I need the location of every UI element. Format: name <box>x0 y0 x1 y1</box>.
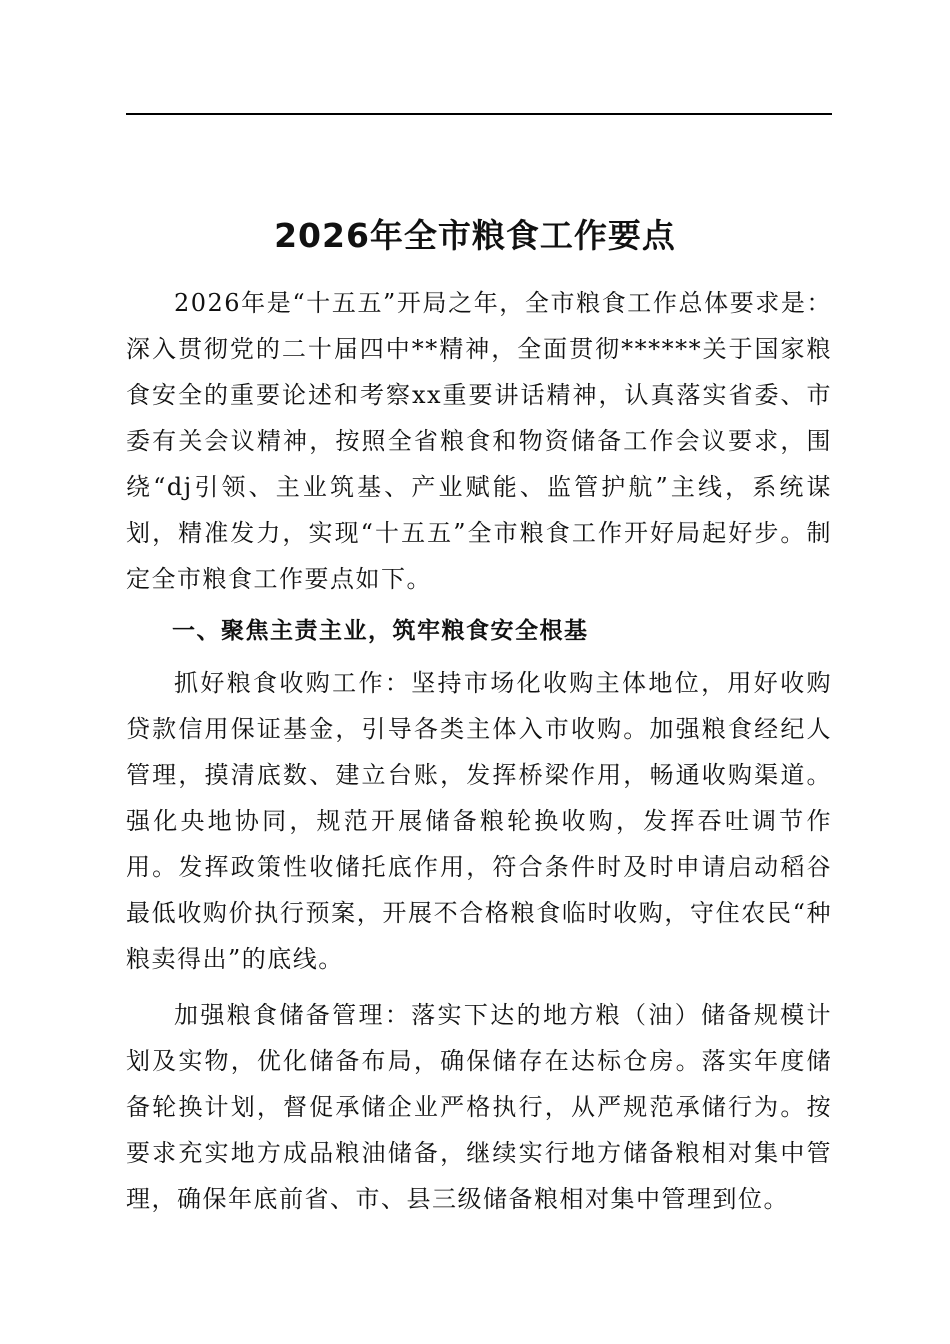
paragraph-grain-reserve <box>126 992 832 1222</box>
paragraph-text: 落实下达的地方粮（油）储备规模计划及实物，优化储备布局，确保储存在达标仓房。落实年度储备轮换计划，督促承储企业严格执行，从严规范承储行为。按要求充实地方成品粮油储备，继续实行地方储备粮相对集中管理，确保年底前省、市、县三级储备粮相对集中管理到位。 <box>126 1001 832 1213</box>
section-heading-1: 一、聚焦主责主业，筑牢粮食安全根基 <box>172 618 589 644</box>
document-title: 2026年全市粮食工作要点 <box>274 216 676 256</box>
paragraph-lead: 抓好粮食收购工作： <box>174 669 412 697</box>
intro-paragraph: 2026年是“十五五”开局之年，全市粮食工作总体要求是：深入贯彻党的二十届四中**精神，全面贯彻******关于国家粮食安全的重要论述和考察xx重要讲话精神，认真落实省委、市委有关会议精神，按照全省粮食和物资储备工作会议要求，围绕“dj引领、主业筑基、产业赋能、监管护航”主线，系统谋划，精准发力，实现“十五五”全市粮食工作开好局起好步。制定全市粮食工作要点如下。 <box>126 289 832 593</box>
document-body <box>126 280 832 1232</box>
paragraph-lead: 加强粮食储备管理： <box>174 1001 412 1029</box>
paragraph-text: 坚持市场化收购主体地位，用好收购贷款信用保证基金，引导各类主体入市收购。加强粮食经纪人管理，摸清底数、建立台账，发挥桥梁作用，畅通收购渠道。强化央地协同，规范开展储备粮轮换收购，发挥吞吐调节作用。发挥政策性收储托底作用，符合条件时及时申请启动稻谷最低收购价执行预案，开展不合格粮食临时收购，守住农民“种粮卖得出”的底线。 <box>126 669 832 973</box>
header-rule <box>126 113 832 115</box>
paragraph-grain-purchase <box>126 660 832 982</box>
